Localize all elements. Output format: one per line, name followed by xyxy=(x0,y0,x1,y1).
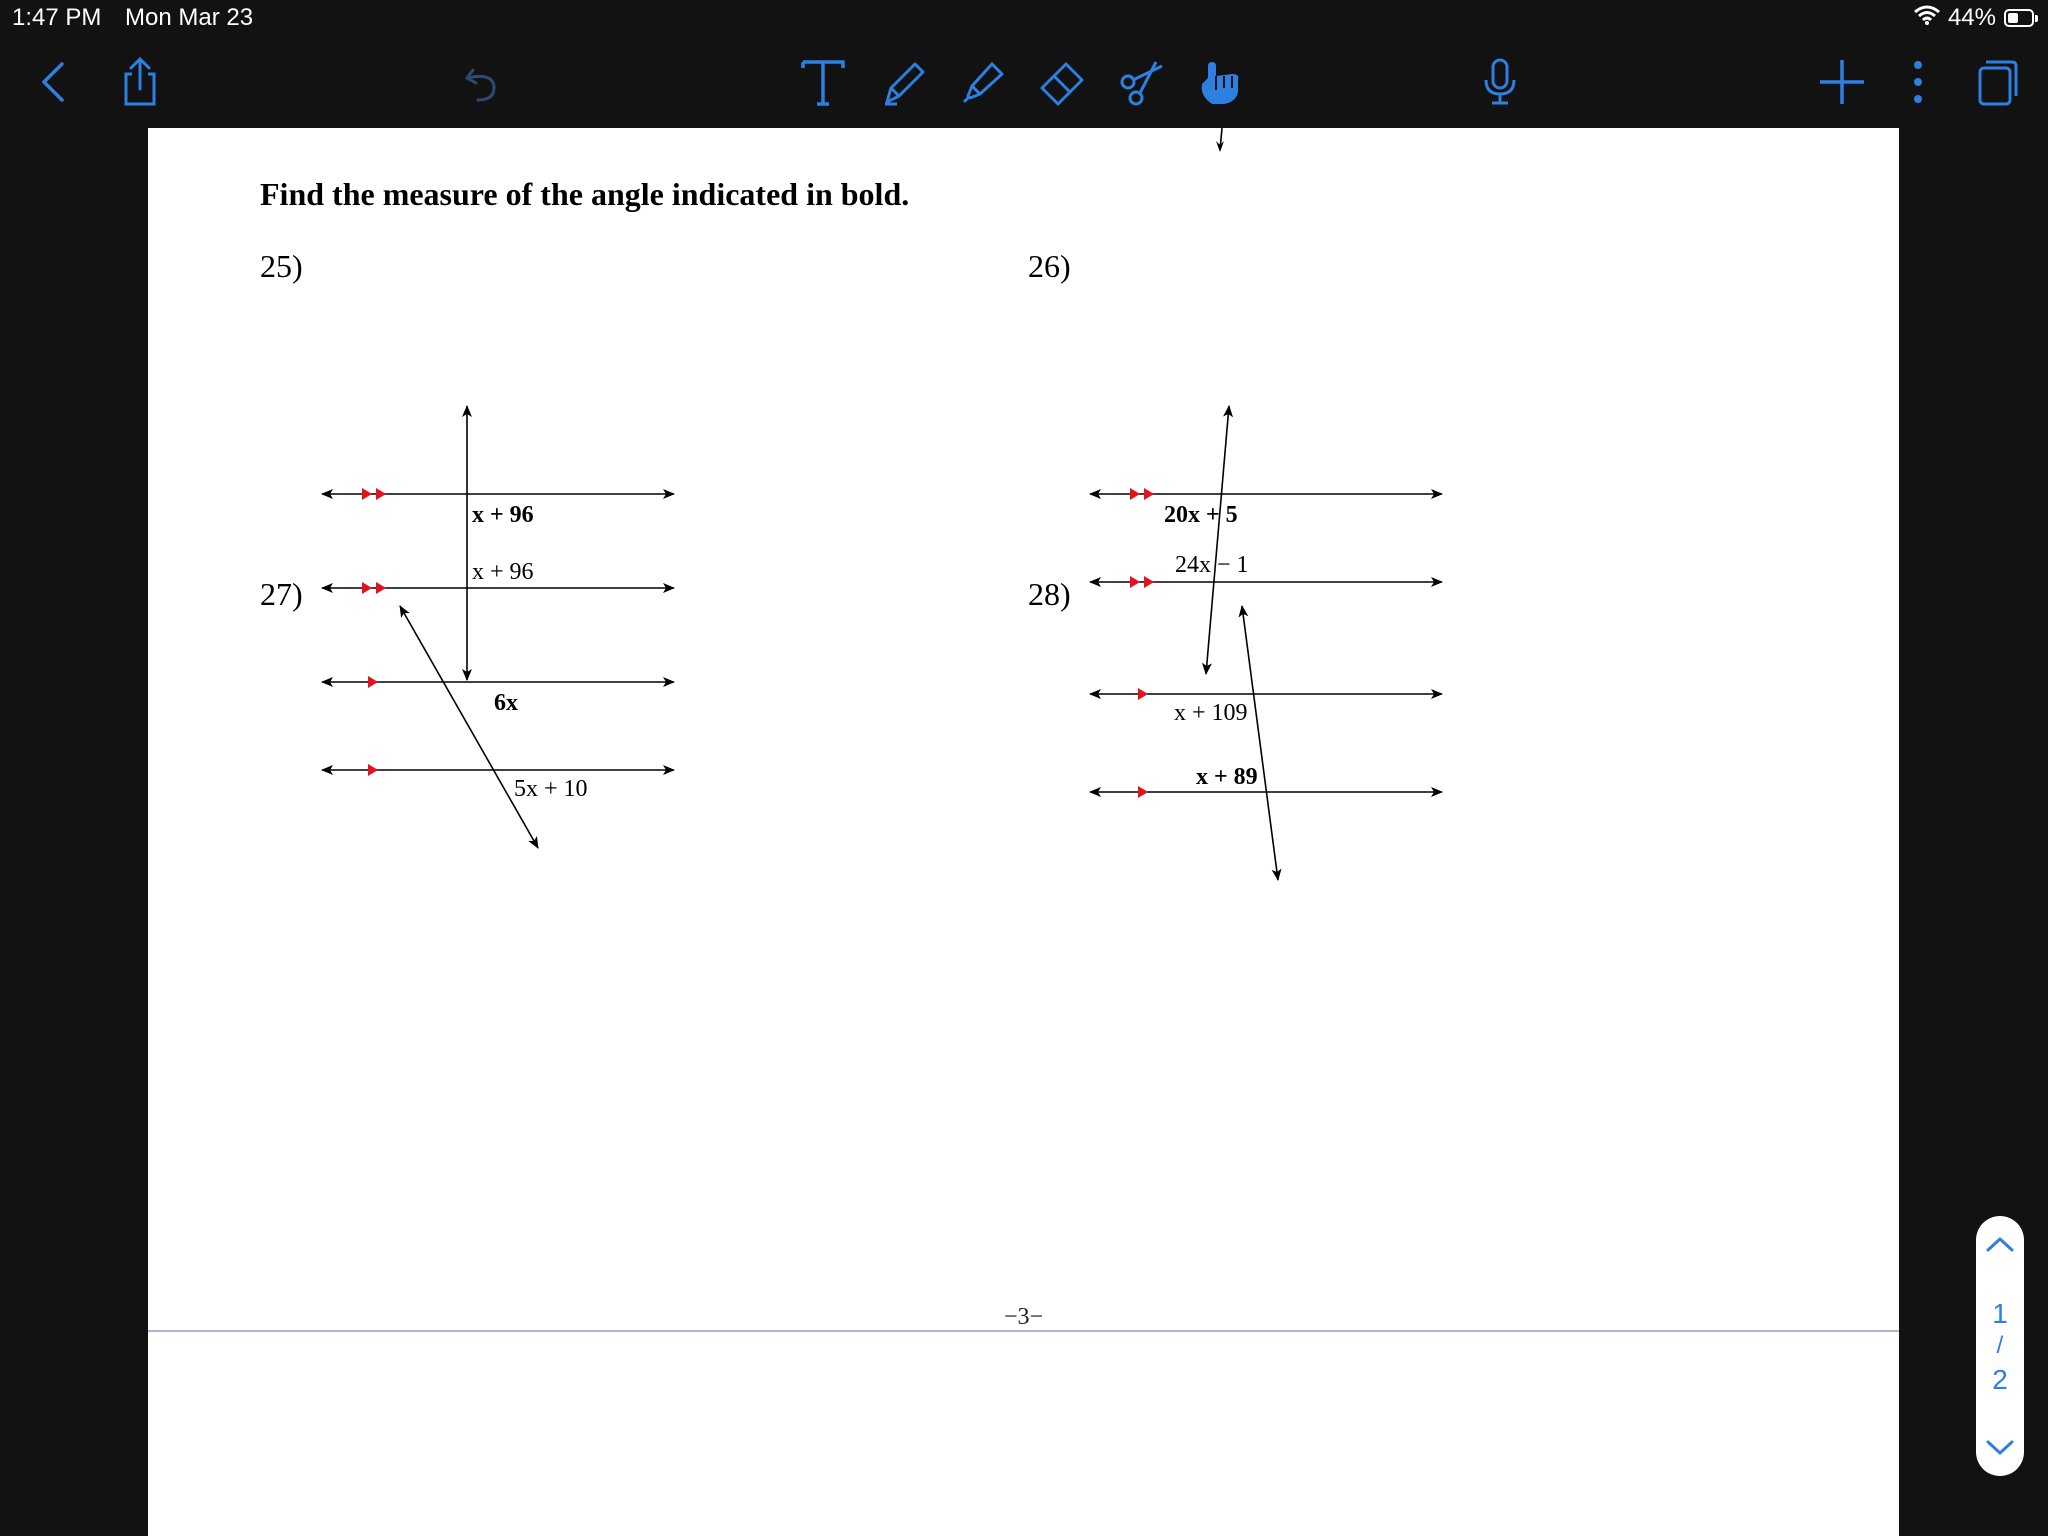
status-time: 1:47 PM xyxy=(12,4,102,31)
problem-number: 26) xyxy=(1028,248,1071,284)
angle-label: x + 96 xyxy=(472,559,534,585)
problem-number: 28) xyxy=(1028,576,1071,612)
problem-number: 27) xyxy=(260,576,303,612)
page-separator xyxy=(148,1330,1899,1332)
parallel-arrowhead xyxy=(1130,576,1140,588)
parallel-marker xyxy=(1138,688,1148,700)
parallel-arrowhead xyxy=(1144,576,1154,588)
document-page[interactable] xyxy=(148,128,1899,1536)
battery-icon xyxy=(2004,9,2034,27)
pages-icon[interactable] xyxy=(1966,52,2026,112)
pen-icon[interactable] xyxy=(873,52,933,112)
angle-label: x + 109 xyxy=(1174,700,1248,726)
scissors-icon[interactable] xyxy=(1112,52,1172,112)
highlighter-icon[interactable] xyxy=(952,52,1012,112)
parallel-arrowhead xyxy=(368,676,378,688)
angle-label-bold: x + 96 xyxy=(472,502,534,528)
parallel-arrowhead xyxy=(1138,786,1148,798)
angle-label-bold: 6x xyxy=(494,690,518,716)
parallel-arrowhead xyxy=(1138,688,1148,700)
instruction-text: Find the measure of the angle indicated in bold. xyxy=(260,176,910,212)
page-separator-slash: / xyxy=(1996,1332,2004,1359)
chevron-up-icon[interactable] xyxy=(1976,1230,2024,1260)
parallel-arrowhead xyxy=(376,582,386,594)
battery-fill xyxy=(2008,13,2018,23)
share-icon[interactable] xyxy=(110,52,170,112)
text-tool-icon[interactable] xyxy=(793,52,853,112)
angle-label-bold: x + 89 xyxy=(1196,764,1258,790)
parallel-marker xyxy=(1138,786,1148,798)
status-right xyxy=(1914,4,2034,32)
transversal-line xyxy=(400,606,538,848)
battery-percent: 44% xyxy=(1947,4,1996,31)
parallel-marker xyxy=(368,676,378,688)
problem-27-figure xyxy=(318,598,718,1018)
parallel-arrowhead xyxy=(362,582,372,594)
status-bar xyxy=(0,0,2048,40)
page-navigator xyxy=(1976,1216,2024,1476)
transversal-line xyxy=(1242,606,1278,880)
angle-label: 24x − 1 xyxy=(1175,552,1249,578)
parallel-arrowhead xyxy=(368,764,378,776)
microphone-icon[interactable] xyxy=(1470,52,1530,112)
parallel-arrowhead xyxy=(376,488,386,500)
more-icon[interactable] xyxy=(1888,52,1948,112)
angle-label-bold: 20x + 5 xyxy=(1164,502,1238,528)
parallel-marker xyxy=(368,764,378,776)
chevron-down-icon[interactable] xyxy=(1976,1432,2024,1462)
previous-line-arrow xyxy=(1208,128,1238,156)
current-page: 1 xyxy=(1992,1298,2008,1329)
toolbar xyxy=(0,40,2048,128)
problem-number: 25) xyxy=(260,248,303,284)
undo-icon[interactable] xyxy=(452,52,512,112)
add-icon[interactable] xyxy=(1812,52,1872,112)
total-pages: 2 xyxy=(1992,1364,2008,1395)
back-icon[interactable] xyxy=(24,52,84,112)
wifi-icon xyxy=(1914,4,1940,32)
angle-label: 5x + 10 xyxy=(514,776,588,802)
parallel-arrowhead xyxy=(1144,488,1154,500)
parallel-arrowhead xyxy=(362,488,372,500)
page-number-label: −3− xyxy=(1003,1304,1044,1330)
status-date: Mon Mar 23 xyxy=(125,4,254,31)
eraser-icon[interactable] xyxy=(1032,52,1092,112)
problem-28-figure xyxy=(1088,598,1488,1018)
hand-icon[interactable] xyxy=(1190,52,1250,112)
parallel-arrowhead xyxy=(1130,488,1140,500)
